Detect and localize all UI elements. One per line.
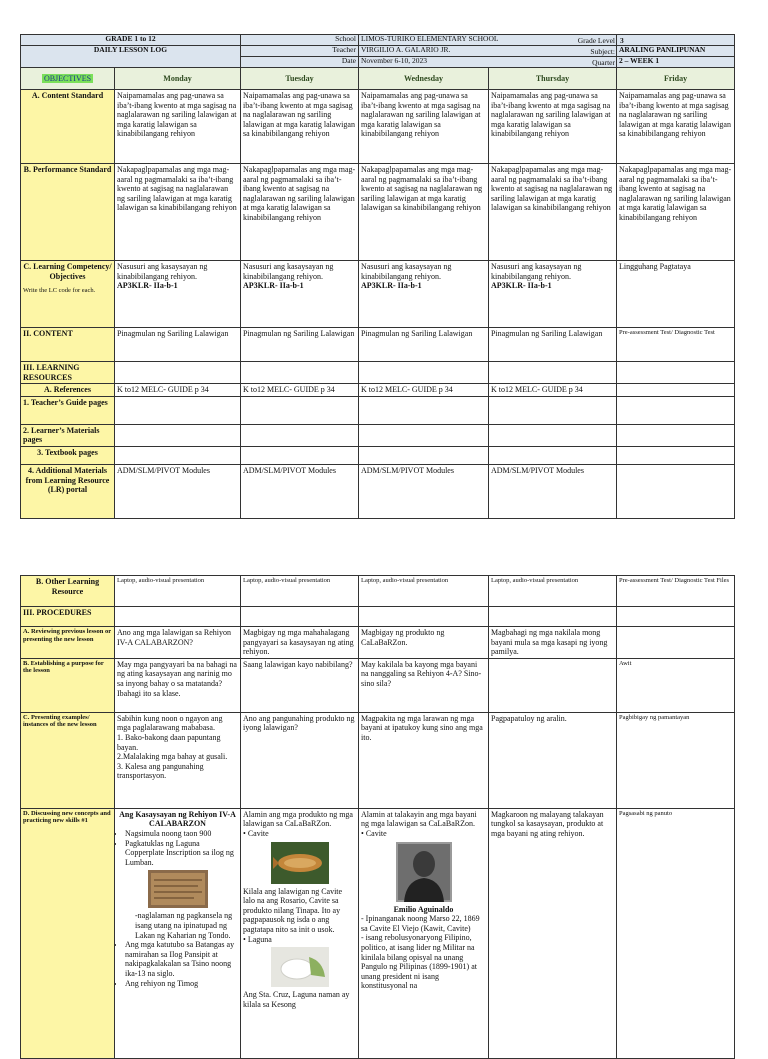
- subject-value: ARALING PANLIPUNAN: [617, 46, 735, 57]
- other-resources-tue: Laptop, audio-visual presentation: [241, 576, 359, 607]
- competency-wed: [359, 261, 489, 328]
- empty-cell: [489, 607, 617, 627]
- discussing-title: Ang Kasaysayan ng Rehiyon IV-A CALABARZON: [119, 809, 236, 829]
- list-item: • Nagsimula noong taon 900: [125, 829, 238, 839]
- competency-code: AP3KLR- IIa-b-1: [361, 281, 422, 291]
- laguna-label: Laguna: [247, 934, 272, 944]
- examples-fri: Pagbibigay ng pamantayan: [617, 712, 735, 808]
- discussing-mon: [115, 808, 241, 1058]
- performance-standard-thu: Nakapaglpapamalas ang mga mag-aaral ng pagmamalaki sa iba’t-ibang kwento at sagisag na naglalarawan ng sariling lalawigan at mga karatig lalawigan sa kinabibilangang rehiyon: [489, 164, 617, 261]
- school-value: LIMOS-TURIKO ELEMENTARY SCHOOL: [359, 35, 617, 46]
- empty-cell: [489, 362, 617, 384]
- examples-mon: [115, 712, 241, 808]
- review-thu: Magbahagi ng mga nakilala mong bayani mula sa mga kasapi ng iyong pamilya.: [489, 627, 617, 659]
- empty-cell: [241, 607, 359, 627]
- content-wed: Pinagmulan ng Sariling Lalawigan: [359, 328, 489, 362]
- cavite-label: Cavite: [247, 828, 269, 838]
- log-title: DAILY LESSON LOG: [21, 46, 241, 68]
- date-value: November 6-10, 2023: [359, 57, 617, 68]
- quarter-label: Quarter: [592, 58, 615, 67]
- content-tue: Pinagmulan ng Sariling Lalawigan: [241, 328, 359, 362]
- competency-note: Write the LC code for each.: [23, 287, 96, 295]
- empty-cell: [617, 384, 735, 397]
- wed-cavite-label: Cavite: [365, 828, 387, 838]
- aguinaldo-portrait: [396, 842, 452, 902]
- other-resources-wed: Laptop, audio-visual presentation: [359, 576, 489, 607]
- other-resources-label: B. Other Learning Resource: [21, 576, 115, 607]
- review-tue: Magbigay ng mga mahahalagang pangyayari sa kasaysayan ng ating rehiyon.: [241, 627, 359, 659]
- list-item: • Ang mga katutubo sa Batangas ay namirahan sa Ilog Pansipit at nakipagkalakalan sa Tsino noong ika-13 na siglo.: [125, 940, 238, 978]
- examples-item-3: 3. Kalesa ang pangunahing transportasyon.: [117, 761, 204, 781]
- discussing-sub: -naglalaman ng pagkansela ng isang utang na ipinatupad ng Lakan ng Kaharian ng Tondo.: [135, 911, 233, 940]
- discussing-list: [117, 829, 238, 867]
- empty-cell: [489, 446, 617, 464]
- additional-wed: ADM/SLM/PIVOT Modules: [359, 464, 489, 518]
- empty-cell: [617, 446, 735, 464]
- date-label: Date: [241, 57, 359, 68]
- subject-label: Subject:: [590, 47, 615, 56]
- empty-cell: [617, 396, 735, 424]
- empty-cell: [617, 424, 735, 446]
- header-right-labels: [487, 35, 615, 68]
- empty-cell: [359, 607, 489, 627]
- lesson-log-table-page2: [20, 575, 735, 1059]
- empty-cell: [489, 396, 617, 424]
- grade-level-cell: [617, 35, 735, 46]
- empty-cell: [359, 396, 489, 424]
- performance-standard-mon: Nakapaglpapamalas ang mga mag-aaral ng pagmamalaki sa iba’t-ibang kwento at sagisag na naglalarawan ng sariling lalawigan at mga karatig lalawigan sa kinabibilangang rehiyon: [115, 164, 241, 261]
- empty-cell: [241, 396, 359, 424]
- textbook-label: 3. Textbook pages: [21, 446, 115, 464]
- kesong-puti-image: [271, 947, 329, 987]
- grade-level-value: 3: [620, 36, 624, 45]
- content-standard-mon: Naipamamalas ang pag-unawa sa iba’t-ibang kwento at mga sagisag na naglalarawan ng sariling lalawigan at mga karatig lalawigan sa kinabibilangang rehiyon: [115, 90, 241, 164]
- discussing-tue: [241, 808, 359, 1058]
- discussing-list-2: [117, 940, 238, 988]
- empty-cell: [489, 658, 617, 712]
- purpose-fri: Awit: [617, 658, 735, 712]
- content-label: II. CONTENT: [21, 328, 115, 362]
- list-item: • Ang rehiyon ng Timog: [125, 979, 238, 989]
- discussing-fri: Pagsasabi ng panuto: [617, 808, 735, 1058]
- examples-wed: Magpakita ng mga larawan ng mga bayani at ipatukoy kung sino ang mga ito.: [359, 712, 489, 808]
- cavite-bullet: • Cavite: [243, 828, 269, 838]
- teachers-guide-label: 1. Teacher’s Guide pages: [21, 396, 115, 424]
- laguna-text: Ang Sta. Cruz, Laguna naman ay kilala sa Kesong: [243, 990, 350, 1009]
- review-mon: Ano ang mga lalawigan sa Rehiyon IV-A CALABARZON?: [115, 627, 241, 659]
- competency-tue: [241, 261, 359, 328]
- grade-title: GRADE 1 to 12: [21, 35, 241, 46]
- wed-cavite-bullet: • Cavite: [361, 828, 387, 838]
- competency-code: AP3KLR- IIa-b-1: [117, 281, 178, 291]
- empty-cell: [115, 446, 241, 464]
- other-resources-fri: Pre-assessment Test/ Diagnostic Test Files: [617, 576, 735, 607]
- day-tuesday: Tuesday: [241, 68, 359, 90]
- empty-cell: [241, 424, 359, 446]
- additional-tue: ADM/SLM/PIVOT Modules: [241, 464, 359, 518]
- laguna-bullet: • Laguna: [243, 934, 272, 944]
- day-friday: Friday: [617, 68, 735, 90]
- teacher-value: VIRGILIO A. GALARIO JR.: [359, 46, 617, 57]
- competency-thu: [489, 261, 617, 328]
- examples-tue: Ano ang pangunahing produkto ng iyong lalawigan?: [241, 712, 359, 808]
- day-thursday: Thursday: [489, 68, 617, 90]
- competency-fri: Lingguhang Pagtataya: [617, 261, 735, 328]
- day-wednesday: Wednesday: [359, 68, 489, 90]
- discussing-tue-intro: Alamin ang mga produkto ng mga lalawigan sa CaLaBaRZon.: [243, 809, 353, 829]
- competency-text: Nasusuri ang kasaysayan ng kinabibilangang rehiyon.: [361, 262, 452, 281]
- grade-level-label: Grade Level: [577, 36, 615, 45]
- other-resources-mon: Laptop, audio-visual presentation: [115, 576, 241, 607]
- empty-cell: [617, 607, 735, 627]
- content-mon: Pinagmulan ng Sariling Lalawigan: [115, 328, 241, 362]
- day-monday: Monday: [115, 68, 241, 90]
- resources-label: III. LEARNING RESOURCES: [21, 362, 115, 384]
- purpose-label: B. Establishing a purpose for the lesson: [21, 658, 115, 712]
- references-thu: K to12 MELC- GUIDE p 34: [489, 384, 617, 397]
- references-label: A. References: [21, 384, 115, 397]
- content-standard-wed: Naipamamalas ang pag-unawa sa iba’t-ibang kwento at mga sagisag na naglalarawan ng sariling lalawigan at mga karatig lalawigan sa kinabibilangang rehiyon: [359, 90, 489, 164]
- competency-text: Nasusuri ang kasaysayan ng kinabibilangang rehiyon.: [117, 262, 208, 281]
- lesson-log-table-page1: [20, 34, 735, 519]
- hero-desc: - isang rebolusyonaryong Filipino, politico, at isang lider ng Militar na kinilala bilang opisyal na unang Pangulo ng Pilipinas (1899-1901) at unang president ni isang konstitusyonal na: [361, 933, 477, 991]
- content-fri: Pre-assessment Test/ Diagnostic Test: [617, 328, 735, 362]
- empty-cell: [359, 424, 489, 446]
- list-item: • Pagkatuklas ng Laguna Copperplate Inscription sa ilog ng Lumban.: [125, 839, 238, 868]
- competency-label-cell: [21, 261, 115, 328]
- procedures-label: III. PROCEDURES: [21, 607, 115, 627]
- examples-label: C. Presenting examples/ instances of the new lesson: [21, 712, 115, 808]
- references-mon: K to12 MELC- GUIDE p 34: [115, 384, 241, 397]
- additional-thu: ADM/SLM/PIVOT Modules: [489, 464, 617, 518]
- tinapa-image: [271, 842, 329, 884]
- learners-materials-label: 2. Learner’s Materials pages: [21, 424, 115, 446]
- purpose-mon: May mga pangyayari ba na bahagi na ng ating kasaysayan ang narinig mo sa inyong bahay o sa matatanda? Ibahagi ito sa klase.: [115, 658, 241, 712]
- review-label: A. Reviewing previous lesson or presenting the new lesson: [21, 627, 115, 659]
- discussing-thu: Magkaroon ng malayang talakayan tungkol sa kasaysayan, produkto at mga bayani ng ating rehiyon.: [489, 808, 617, 1058]
- performance-standard-wed: Nakapaglpapamalas ang mga mag-aaral ng pagmamalaki sa iba’t-ibang kwento at sagisag na naglalarawan ng sariling lalawigan at mga karatig lalawigan sa kinabibilangang rehiyon: [359, 164, 489, 261]
- empty-cell: [115, 424, 241, 446]
- performance-standard-fri: Nakapaglpapamalas ang mga mag-aaral ng pagmamalaki sa iba’t-ibang kwento at sagisag na naglalarawan ng sariling lalawigan at mga karatig lalawigan sa kinabibilangang rehiyon: [617, 164, 735, 261]
- empty-cell: [115, 362, 241, 384]
- examples-item-2: 2.Malalaking mga bahay at gusali.: [117, 752, 228, 762]
- examples-item-1: 1. Bako-bakong daan papuntang bayan.: [117, 732, 221, 752]
- empty-cell: [241, 446, 359, 464]
- empty-cell: [359, 362, 489, 384]
- empty-cell: [115, 396, 241, 424]
- school-label: School: [241, 35, 359, 46]
- references-tue: K to12 MELC- GUIDE p 34: [241, 384, 359, 397]
- teacher-label: Teacher: [241, 46, 359, 57]
- discussing-wed: [359, 808, 489, 1058]
- content-thu: Pinagmulan ng Sariling Lalawigan: [489, 328, 617, 362]
- purpose-tue: Saang lalawigan kayo nabibilang?: [241, 658, 359, 712]
- competency-code: AP3KLR- IIa-b-1: [243, 281, 304, 291]
- competency-code: AP3KLR- IIa-b-1: [491, 281, 552, 291]
- empty-cell: [241, 362, 359, 384]
- references-wed: K to12 MELC- GUIDE p 34: [359, 384, 489, 397]
- empty-cell: [489, 424, 617, 446]
- examples-intro: Sabihin kung noon o ngayon ang mga paglalarawang mababasa.: [117, 713, 223, 733]
- review-wed: Magbigay ng produkto ng CaLaBaRZon.: [359, 627, 489, 659]
- performance-standard-tue: Nakapaglpapamalas ang mga mag-aaral ng pagmamalaki sa iba’t-ibang kwento at sagisag na naglalarawan ng sariling lalawigan at mga karatig lalawigan sa kinabibilangang rehiyon: [241, 164, 359, 261]
- content-standard-label: A. Content Standard: [21, 90, 115, 164]
- other-resources-thu: Laptop, audio-visual presentation: [489, 576, 617, 607]
- additional-mon: ADM/SLM/PIVOT Modules: [115, 464, 241, 518]
- empty-cell: [617, 464, 735, 518]
- discussing-wed-intro: Alamin at talakayin ang mga bayani ng mga lalawigan sa CaLaBaRZon.: [361, 809, 477, 829]
- content-standard-tue: Naipamamalas ang pag-unawa sa iba’t-ibang kwento at mga sagisag na naglalarawan ng sariling lalawigan at mga karatig lalawigan sa kinabibilangang rehiyon: [241, 90, 359, 164]
- competency-text: Nasusuri ang kasaysayan ng kinabibilangang rehiyon.: [491, 262, 582, 281]
- competency-mon: [115, 261, 241, 328]
- empty-cell: [617, 362, 735, 384]
- quarter-value: 2 – WEEK 1: [617, 57, 735, 68]
- hero-name: Emilio Aguinaldo: [393, 904, 454, 914]
- objectives-header: OBJECTIVES: [21, 68, 115, 90]
- cavite-text: Kilala ang lalawigan ng Cavite lalo na ang Rosario, Cavite sa produkto nilang Tinapa. Ito ay pagpapausok ng isda o ang pagtatapa nito sa init o usok.: [243, 886, 343, 934]
- examples-thu: Pagpapatuloy ng aralin.: [489, 712, 617, 808]
- empty-cell: [617, 627, 735, 659]
- purpose-wed: May kakilala ba kayong mga bayani na nanggaling sa Rehiyon 4-A? Sino-sino sila?: [359, 658, 489, 712]
- copperplate-image: [148, 870, 208, 908]
- empty-cell: [359, 446, 489, 464]
- content-standard-fri: Naipamamalas ang pag-unawa sa iba’t-ibang kwento at mga sagisag na naglalarawan ng sariling lalawigan at mga karatig lalawigan sa kinabibilangang rehiyon: [617, 90, 735, 164]
- competency-text: Nasusuri ang kasaysayan ng kinabibilangang rehiyon.: [243, 262, 334, 281]
- discussing-label: D. Discussing new concepts and practicing new skills #1: [21, 808, 115, 1058]
- content-standard-thu: Naipamamalas ang pag-unawa sa iba’t-ibang kwento at mga sagisag na naglalarawan ng sariling lalawigan at mga karatig lalawigan sa kinabibilangang rehiyon: [489, 90, 617, 164]
- competency-label: C. Learning Competency/ Objectives: [23, 262, 112, 281]
- performance-standard-label: B. Performance Standard: [21, 164, 115, 261]
- empty-cell: [115, 607, 241, 627]
- additional-materials-label: 4. Additional Materials from Learning Resource (LR) portal: [21, 464, 115, 518]
- hero-birth: - Ipinanganak noong Marso 22, 1869 sa Cavite El Viejo (Kawit, Cavite): [361, 914, 480, 933]
